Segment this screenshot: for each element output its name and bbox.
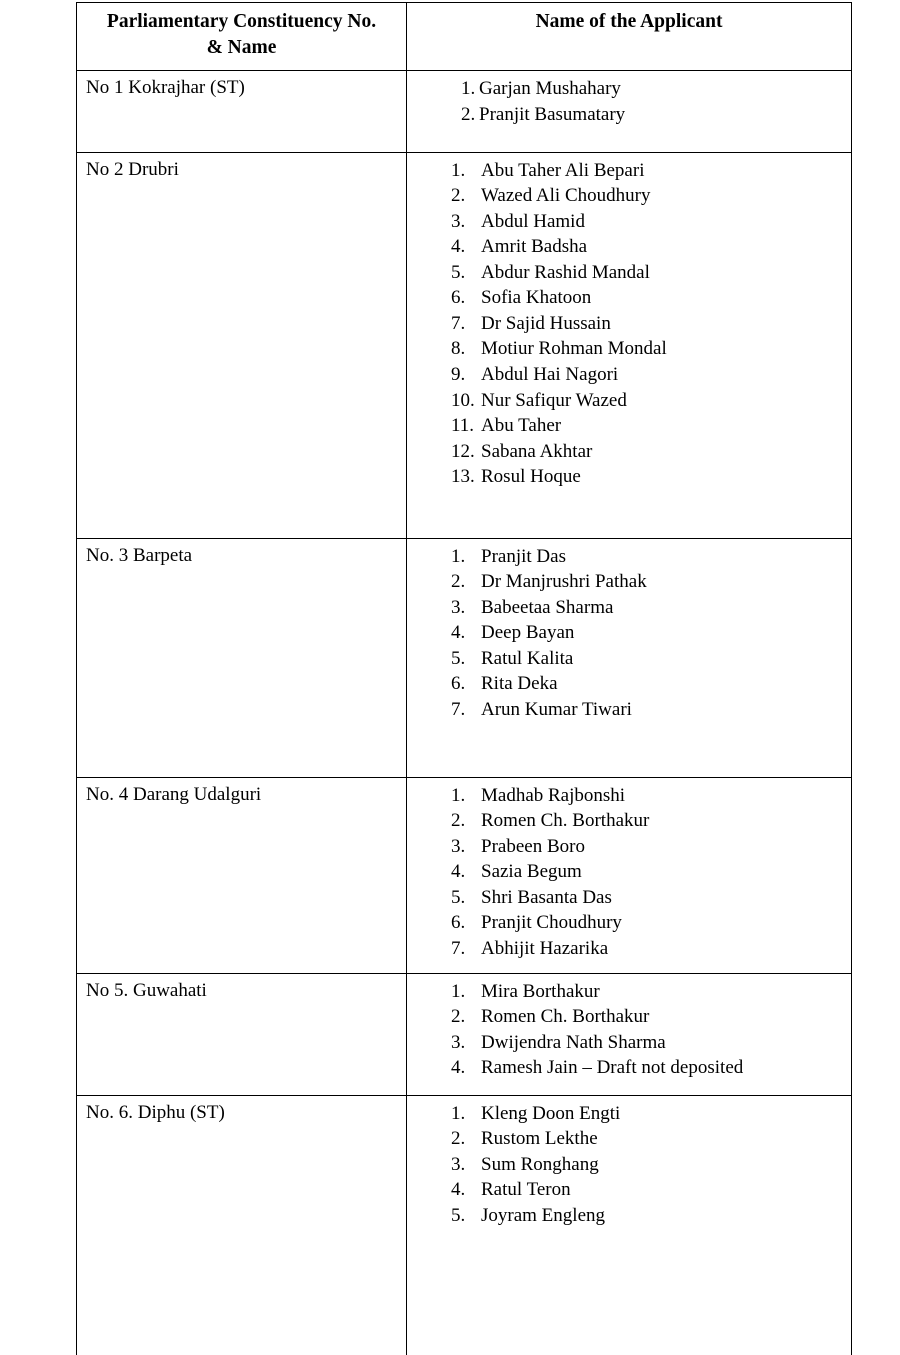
applicant-index: 3. — [451, 596, 466, 618]
applicant-index: 5. — [451, 1204, 466, 1226]
applicant-list — [451, 544, 845, 723]
applicant-name: Wazed Ali Choudhury — [481, 185, 651, 207]
applicant-table — [76, 2, 852, 1355]
applicant-list-item — [451, 595, 845, 621]
applicant-name: Garjan Mushahary — [479, 77, 621, 99]
applicant-index: 3. — [451, 1153, 466, 1175]
constituency-cell — [77, 777, 407, 973]
applicant-index: 4. — [451, 622, 466, 644]
applicant-name: Ratul Kalita — [481, 647, 574, 669]
applicant-index: 2. — [451, 1128, 466, 1150]
applicant-index: 4. — [451, 1179, 466, 1201]
applicant-list — [451, 783, 845, 962]
applicant-name: Rita Deka — [481, 673, 558, 695]
applicant-name: Deep Bayan — [481, 622, 575, 644]
applicant-list-item — [451, 544, 845, 570]
applicant-name: Abdur Rashid Mandal — [481, 261, 650, 283]
constituency-cell — [77, 1095, 407, 1355]
applicant-name: Abhijit Hazarika — [481, 937, 609, 959]
applicant-list-item — [461, 102, 845, 128]
applicant-list-item — [451, 1055, 845, 1081]
applicant-index: 13. — [451, 466, 475, 488]
applicant-list — [451, 979, 845, 1081]
applicant-cell — [407, 70, 852, 152]
applicant-list-item — [451, 260, 845, 286]
applicant-index: 2. — [451, 1006, 466, 1028]
applicant-index: 1. — [451, 1102, 466, 1124]
table-row — [77, 973, 852, 1095]
applicant-index: 5. — [451, 647, 466, 669]
applicant-name: Abdul Hai Nagori — [481, 364, 619, 385]
table-header — [77, 3, 852, 71]
applicant-index: 2. — [451, 810, 466, 832]
applicant-index: 11. — [451, 415, 475, 437]
applicant-name: Pranjit Basumatary — [479, 103, 626, 125]
applicant-name: Arun Kumar Tiwari — [481, 698, 632, 720]
applicant-index: 7. — [451, 312, 466, 334]
applicant-name: Abu Taher — [481, 415, 562, 437]
applicant-list-item — [451, 885, 845, 911]
table-header-row — [77, 3, 852, 71]
applicant-list-item — [451, 910, 845, 936]
column-header-constituency — [77, 3, 407, 71]
applicant-name: Abdul Hamid — [481, 210, 585, 232]
applicant-list-item — [461, 76, 845, 102]
applicant-name: Sabana Akhtar — [481, 440, 593, 462]
applicant-index: 10. — [451, 389, 475, 411]
applicant-index: 3. — [451, 1031, 466, 1053]
applicant-list-item — [451, 311, 845, 337]
constituency-name: No 5. Guwahati — [86, 979, 207, 1001]
applicant-index: 4. — [451, 861, 466, 883]
applicant-cell — [407, 777, 852, 973]
table-row — [77, 1095, 852, 1355]
applicant-list-item — [451, 834, 845, 860]
applicant-index: 3. — [451, 210, 466, 232]
applicant-list-item — [451, 183, 845, 209]
applicant-name: Kleng Doon Engti — [481, 1102, 621, 1124]
column-header-applicant-label: Name of the Applicant — [535, 11, 723, 32]
applicant-index: 4. — [451, 1057, 466, 1079]
table-body — [77, 70, 852, 1355]
applicant-cell — [407, 973, 852, 1095]
applicant-list-item — [451, 336, 845, 362]
applicant-list-item — [451, 1152, 845, 1178]
column-header-constituency-line1: Parliamentary Constituency No. — [106, 11, 377, 32]
applicant-name: Dwijendra Nath Sharma — [481, 1031, 666, 1053]
applicant-index: 4. — [451, 236, 466, 258]
applicant-name: Rustom Lekthe — [481, 1128, 598, 1150]
applicant-list — [461, 76, 845, 128]
constituency-name: No. 4 Darang Udalguri — [86, 783, 262, 805]
applicant-name: Dr Manjrushri Pathak — [481, 571, 647, 593]
applicant-list-item — [451, 859, 845, 885]
applicant-index: 9. — [451, 364, 466, 385]
applicant-index: 7. — [451, 698, 466, 720]
applicant-list-item — [451, 1126, 845, 1152]
applicant-list — [451, 1101, 845, 1229]
applicant-index: 2. — [461, 103, 476, 125]
applicant-index: 5. — [451, 261, 466, 283]
applicant-list-item — [451, 209, 845, 235]
applicant-index: 1. — [451, 784, 466, 806]
applicant-list-item — [451, 569, 845, 595]
table-row — [77, 777, 852, 973]
constituency-cell — [77, 538, 407, 777]
applicant-name: Rosul Hoque — [481, 466, 581, 488]
applicant-name: Ramesh Jain – Draft not deposited — [481, 1057, 744, 1079]
applicant-name: Sofia Khatoon — [481, 287, 592, 309]
applicant-list-item — [451, 1004, 845, 1030]
applicant-index: 1. — [451, 159, 466, 181]
table-row — [77, 70, 852, 152]
applicant-list-item — [451, 234, 845, 260]
constituency-cell — [77, 973, 407, 1095]
applicant-list-item — [451, 362, 845, 388]
applicant-index: 2. — [451, 571, 466, 593]
applicant-name: Amrit Badsha — [481, 236, 588, 258]
applicant-name: Romen Ch. Borthakur — [481, 810, 650, 832]
applicant-name: Dr Sajid Hussain — [481, 312, 611, 334]
applicant-index: 8. — [451, 338, 466, 360]
applicant-cell — [407, 152, 852, 538]
applicant-name: Madhab Rajbonshi — [481, 784, 626, 806]
applicant-list-item — [451, 388, 845, 414]
applicant-index: 6. — [451, 912, 466, 934]
applicant-name: Prabeen Boro — [481, 835, 585, 857]
applicant-index: 1. — [461, 77, 476, 99]
constituency-name: No. 3 Barpeta — [86, 544, 193, 566]
applicant-list — [451, 158, 845, 490]
applicant-name: Joyram Engleng — [481, 1204, 606, 1226]
column-header-constituency-line2: & Name — [206, 37, 277, 59]
applicant-name: Pranjit Das — [481, 545, 566, 567]
applicant-name: Mira Borthakur — [481, 980, 600, 1002]
applicant-list-item — [451, 671, 845, 697]
applicant-name: Romen Ch. Borthakur — [481, 1006, 650, 1028]
applicant-index: 1. — [451, 545, 466, 567]
constituency-name: No 2 Drubri — [86, 158, 179, 180]
applicant-name: Shri Basanta Das — [481, 886, 612, 908]
constituency-cell — [77, 70, 407, 152]
applicant-index: 5. — [451, 886, 466, 908]
applicant-name: Sazia Begum — [481, 861, 582, 883]
applicant-index: 3. — [451, 835, 466, 857]
constituency-name: No. 6. Diphu (ST) — [86, 1101, 225, 1123]
constituency-cell — [77, 152, 407, 538]
applicant-list-item — [451, 783, 845, 809]
applicant-list-item — [451, 979, 845, 1005]
applicant-list-item — [451, 697, 845, 723]
applicant-cell — [407, 1095, 852, 1355]
applicant-list-item — [451, 620, 845, 646]
applicant-name: Nur Safiqur Wazed — [481, 389, 627, 411]
applicant-name: Sum Ronghang — [481, 1153, 599, 1175]
applicant-list-item — [451, 808, 845, 834]
applicant-list-item — [451, 285, 845, 311]
applicant-list-item — [451, 936, 845, 962]
applicant-name: Motiur Rohman Mondal — [481, 338, 667, 360]
applicant-index: 7. — [451, 937, 466, 959]
column-header-applicant — [407, 3, 852, 71]
applicant-index: 2. — [451, 185, 466, 207]
applicant-name: Abu Taher Ali Bepari — [481, 159, 645, 181]
table-row — [77, 152, 852, 538]
applicant-index: 6. — [451, 673, 466, 695]
applicant-list-item — [451, 413, 845, 439]
applicant-list-item — [451, 439, 845, 465]
applicant-list-item — [451, 464, 845, 490]
applicant-list-item — [451, 158, 845, 184]
applicant-list-item — [451, 1101, 845, 1127]
applicant-name: Babeetaa Sharma — [481, 596, 614, 618]
applicant-list-item — [451, 1177, 845, 1203]
applicant-index: 6. — [451, 287, 466, 309]
applicant-list-item — [451, 1030, 845, 1056]
table-row — [77, 538, 852, 777]
applicant-name: Pranjit Choudhury — [481, 912, 622, 934]
constituency-name: No 1 Kokrajhar (ST) — [86, 76, 245, 98]
applicant-name: Ratul Teron — [481, 1179, 571, 1201]
applicant-index: 12. — [451, 440, 475, 462]
applicant-list-item — [451, 1203, 845, 1229]
applicant-index: 1. — [451, 980, 466, 1002]
applicant-list-item — [451, 646, 845, 672]
applicant-cell — [407, 538, 852, 777]
